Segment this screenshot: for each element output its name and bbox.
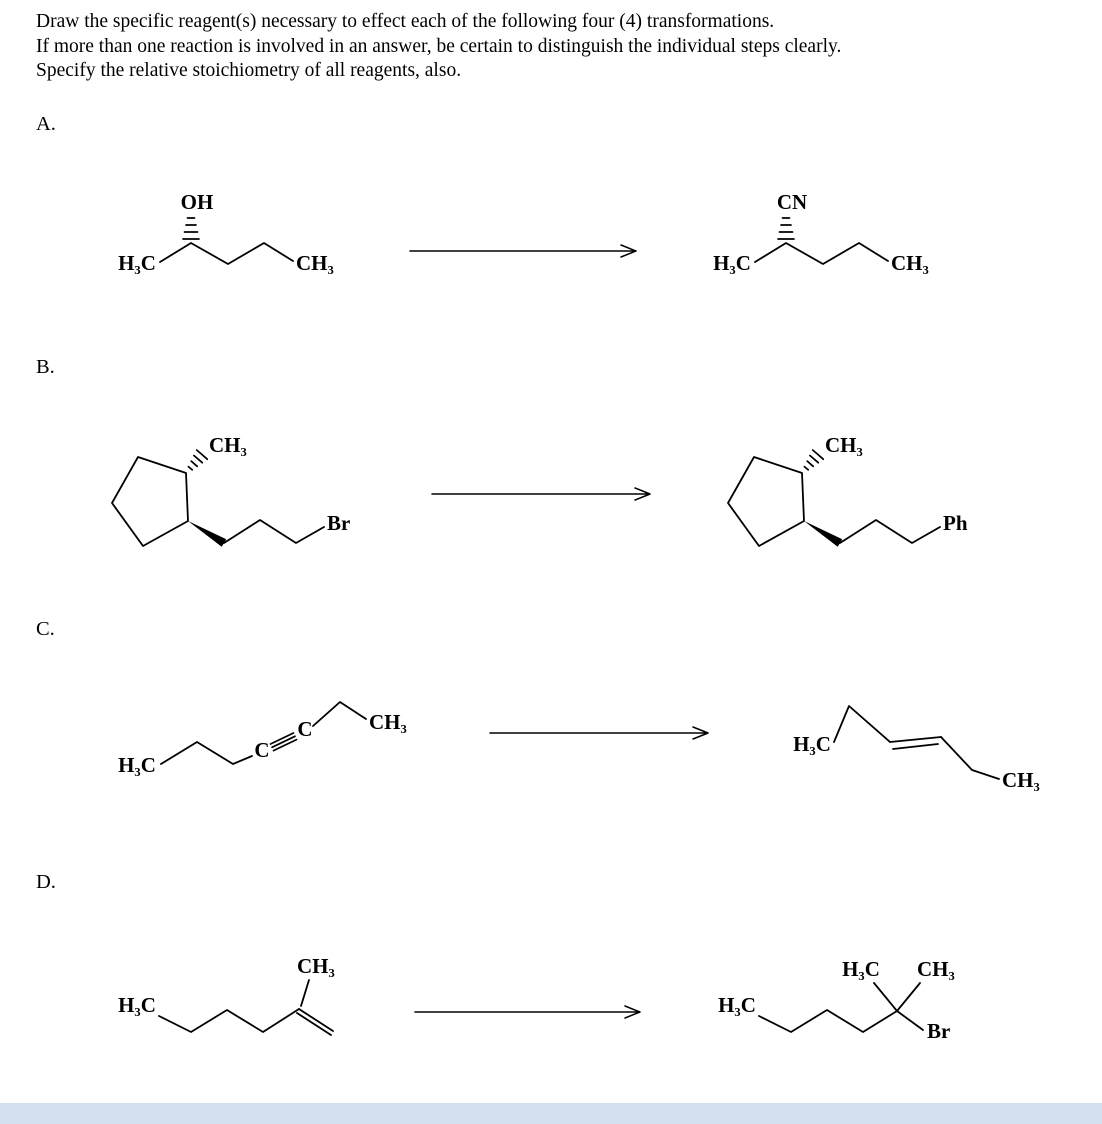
structure-c-reactant [118,702,407,777]
reaction-arrow-b [432,488,650,500]
skeleton-bonds [840,520,940,543]
structure-a-reactant [118,190,334,275]
hashed-wedge-bond [183,218,199,239]
atom-label-ch3: CH₃ [891,251,929,275]
atom-label-ch3: CH₃ [296,251,334,275]
reaction-arrow-d [415,1006,640,1018]
structure-d-reactant [118,954,335,1035]
bold-wedge-bond [804,521,842,547]
hashed-wedge-bond [778,218,794,239]
skeleton-bonds [159,1009,299,1032]
atom-label-alkyne-c2: C [297,717,313,741]
atom-label-ch3: CH₃ [1002,768,1040,792]
structure-c-product [793,706,1040,792]
reaction-a [118,190,929,275]
skeleton-bonds [313,702,366,726]
structure-d-product [718,957,955,1043]
section-label-d: D. [36,871,56,893]
atom-label-ch3-methyl: CH₃ [917,957,955,981]
triple-bond [271,733,297,751]
cyclopentane-ring [728,457,804,546]
instructions-line-1: Draw the specific reagent(s) necessary to effect each of the following four (4) transformations. [36,11,775,32]
skeleton-bonds [224,520,324,543]
atom-label-h3c: H₃C [718,993,756,1017]
skeleton-bonds [834,706,890,742]
halide-bond [897,1011,923,1030]
methyl-bond-right [897,983,920,1011]
atom-label-alkyne-c1: C [254,738,270,762]
atom-label-h3c: H₃C [118,753,156,777]
instructions-line-3: Specify the relative stoichiometry of all reagents, also. [36,60,462,82]
section-label-c: C. [36,618,55,640]
skeleton-bonds [941,737,999,779]
section-label-b: B. [36,356,55,378]
bottom-scroll-strip [0,1103,1102,1124]
hashed-wedge-bond [188,450,207,470]
section-label-a: A. [36,113,56,135]
skeleton-bonds [161,742,252,764]
atom-label-br: Br [327,511,351,535]
reaction-c [118,702,1040,792]
methyl-bond [301,980,309,1006]
atom-label-h3c: H₃C [793,732,831,756]
atom-label-ch3: CH₃ [297,954,335,978]
atom-label-ch3: CH₃ [369,710,407,734]
structure-b-reactant [112,433,350,547]
methyl-bond-left [874,983,897,1011]
atom-label-cn: CN [776,190,808,214]
structure-a-product [713,190,929,275]
trans-double-bond [890,737,941,749]
atom-label-ch3: CH₃ [209,433,247,457]
skeleton-bonds [755,243,888,264]
atom-label-ch3: CH₃ [825,433,863,457]
structure-b-product [728,433,968,547]
reaction-arrow-c [490,727,708,739]
instructions-line-2: If more than one reaction is involved in an answer, be certain to distinguish the individual steps clearly. [36,35,842,57]
terminal-double-bond [297,1009,333,1035]
reaction-b [112,433,968,547]
hashed-wedge-bond [804,450,823,470]
skeleton-bonds [759,1010,897,1032]
atom-label-br: Br [927,1019,951,1043]
atom-label-h3c: H₃C [118,993,156,1017]
atom-label-h3c: H₃C [713,251,751,275]
atom-label-h3c: H₃C [118,251,156,275]
atom-label-h3c-methyl: H₃C [842,957,880,981]
cyclopentane-ring [112,457,188,546]
reaction-d [118,954,955,1043]
reaction-arrow-a [410,245,636,257]
bold-wedge-bond [188,521,226,547]
atom-label-ph: Ph [943,511,968,535]
skeleton-bonds [160,243,293,264]
atom-label-oh: OH [180,190,214,214]
